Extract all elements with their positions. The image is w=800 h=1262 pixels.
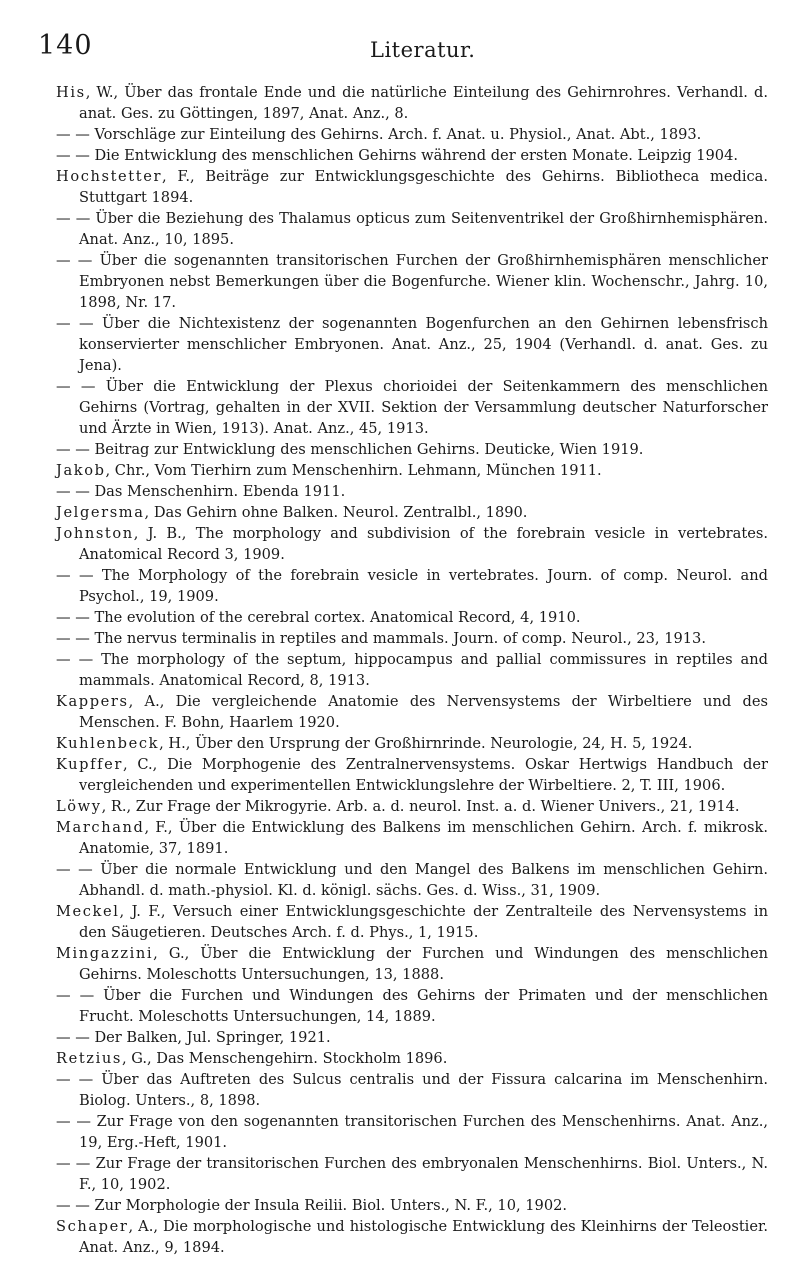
- reference-entry: [56, 124, 768, 145]
- reference-entry: [56, 1069, 768, 1111]
- reference-text: — — Über das Auftreten des Sulcus centralis und der Fissura calcarina im Menschenhirn. Biolog. Unters., 8, 1898.: [56, 1071, 768, 1109]
- reference-text: — — Das Menschenhirn. Ebenda 1911.: [56, 483, 346, 500]
- reference-entry: [56, 985, 768, 1027]
- reference-entry: [56, 859, 768, 901]
- reference-entry: [56, 628, 768, 649]
- reference-text: , G., Über die Entwicklung der Furchen und Windungen des menschlichen Gehirns. Moleschotts Untersuchungen, 13, 1888.: [79, 945, 768, 983]
- reference-entry: [56, 901, 768, 943]
- reference-text: — — The Morphology of the forebrain vesicle in vertebrates. Journ. of comp. Neurol. and Psychol., 19, 1909.: [56, 567, 768, 605]
- reference-entry: [56, 439, 768, 460]
- reference-text: — — Vorschläge zur Einteilung des Gehirns. Arch. f. Anat. u. Physiol., Anat. Abt., 1893.: [56, 126, 702, 143]
- reference-text: — — The nervus terminalis in reptiles and mammals. Journ. of comp. Neurol., 23, 1913.: [56, 630, 706, 647]
- reference-author: Johnston: [56, 525, 134, 542]
- bibliography-list: [56, 82, 768, 1258]
- reference-entry: [56, 733, 768, 754]
- reference-text: — — Die Entwicklung des menschlichen Gehirns während der ersten Monate. Leipzig 1904.: [56, 147, 739, 164]
- reference-entry: [56, 481, 768, 502]
- reference-entry: [56, 1048, 768, 1069]
- reference-author: Hochstetter: [56, 168, 163, 185]
- page-number: 140: [38, 30, 93, 61]
- reference-entry: [56, 460, 768, 481]
- reference-text: , F., Über die Entwicklung des Balkens im menschlichen Gehirn. Arch. f. mikrosk. Anatomie, 37, 1891.: [79, 819, 768, 857]
- reference-text: — — The morphology of the septum, hippocampus and pallial commissures in reptiles and mammals. Anatomical Record, 8, 1913.: [56, 651, 768, 689]
- reference-text: — — Zur Frage von den sogenannten transitorischen Furchen des Menschenhirns. Anat. Anz., 19, Erg.-Heft, 1901.: [56, 1113, 768, 1151]
- running-head: Literatur.: [370, 38, 476, 62]
- reference-entry: [56, 1153, 768, 1195]
- reference-text: , J. F., Versuch einer Entwicklungsgeschichte der Zentralteile des Nervensystems in den Säugetieren. Deutsches Arch. f. d. Phys., 1, 1915.: [79, 903, 768, 941]
- reference-author: Kappers: [56, 693, 129, 710]
- reference-text: — — Über die Furchen und Windungen des Gehirns der Primaten und der menschlichen Frucht. Moleschotts Untersuchungen, 14, 1889.: [56, 987, 768, 1025]
- reference-text: , A., Die morphologische und histologische Entwicklung des Kleinhirns der Teleostier. Anat. Anz., 9, 1894.: [79, 1218, 768, 1256]
- reference-entry: [56, 943, 768, 985]
- reference-entry: [56, 607, 768, 628]
- reference-text: — — Zur Frage der transitorischen Furchen des embryonalen Menschenhirns. Biol. Unters., N. F., 10, 1902.: [56, 1155, 768, 1193]
- reference-entry: [56, 649, 768, 691]
- reference-author: Schaper: [56, 1218, 129, 1235]
- reference-entry: [56, 250, 768, 313]
- reference-text: , Chr., Vom Tierhirn zum Menschenhirn. Lehmann, München 1911.: [105, 462, 602, 479]
- reference-entry: [56, 82, 768, 124]
- reference-author: Meckel: [56, 903, 120, 920]
- reference-entry: [56, 565, 768, 607]
- reference-text: , R., Zur Frage der Mikrogyrie. Arb. a. d. neurol. Inst. a. d. Wiener Univers., 21, 1914.: [101, 798, 740, 815]
- reference-author: Kuhlenbeck: [56, 735, 160, 752]
- reference-entry: [56, 208, 768, 250]
- reference-entry: [56, 523, 768, 565]
- reference-text: , Das Gehirn ohne Balken. Neurol. Zentralbl., 1890.: [144, 504, 528, 521]
- reference-text: , W., Über das frontale Ende und die natürliche Einteilung des Gehirnrohres. Verhandl. d. anat. Ges. zu Göttingen, 1897, Anat. Anz., 8.: [79, 84, 768, 122]
- reference-entry: [56, 1111, 768, 1153]
- reference-author: Kupffer: [56, 756, 123, 773]
- reference-text: — — Über die normale Entwicklung und den Mangel des Balkens im menschlichen Gehirn. Abhandl. d. math.-physiol. Kl. d. königl. sächs. Ges. d. Wiss., 31, 1909.: [56, 861, 768, 899]
- reference-text: — — Über die Nichtexistenz der sogenannten Bogenfurchen an den Gehirnen lebensfrisch konservierter menschlicher Embryonen. Anat. Anz., 25, 1904 (Verhandl. d. anat. Ges. zu Jena).: [56, 315, 768, 374]
- reference-author: Jelgersma: [56, 504, 145, 521]
- reference-text: , C., Die Morphogenie des Zentralnervensystems. Oskar Hertwigs Handbuch der vergleichenden und experimentellen Entwicklungslehre der Wirbeltiere. 2, T. III, 1906.: [79, 756, 768, 794]
- reference-entry: [56, 1027, 768, 1048]
- reference-entry: [56, 1195, 768, 1216]
- reference-entry: [56, 313, 768, 376]
- reference-text: — — Über die sogenannten transitorischen Furchen der Großhirnhemisphären menschlicher Embryonen nebst Bemerkungen über die Bogenfurche. Wiener klin. Wochenschr., Jahrg. 10, 1898, Nr. 17.: [56, 252, 768, 311]
- reference-entry: [56, 691, 768, 733]
- reference-author: Marchand: [56, 819, 145, 836]
- reference-text: , A., Die vergleichende Anatomie des Nervensystems der Wirbeltiere und des Menschen. F. Bohn, Haarlem 1920.: [79, 693, 768, 731]
- reference-entry: [56, 145, 768, 166]
- reference-author: Jakob: [56, 462, 106, 479]
- reference-text: — — Über die Beziehung des Thalamus opticus zum Seitenventrikel der Großhirnhemisphären. Anat. Anz., 10, 1895.: [56, 210, 768, 248]
- reference-entry: [56, 796, 768, 817]
- reference-entry: [56, 376, 768, 439]
- reference-entry: [56, 817, 768, 859]
- reference-author: Mingazzini: [56, 945, 154, 962]
- reference-text: — — The evolution of the cerebral cortex. Anatomical Record, 4, 1910.: [56, 609, 581, 626]
- reference-author: His: [56, 84, 86, 101]
- reference-text: , F., Beiträge zur Entwicklungsgeschichte des Gehirns. Bibliotheca medica. Stuttgart 1894.: [79, 168, 768, 206]
- reference-text: , H., Über den Ursprung der Großhirnrinde. Neurologie, 24, H. 5, 1924.: [159, 735, 693, 752]
- reference-text: , J. B., The morphology and subdivision of the forebrain vesicle in vertebrates. Anatomical Record 3, 1909.: [79, 525, 768, 563]
- reference-author: Retzius: [56, 1050, 122, 1067]
- reference-entry: [56, 754, 768, 796]
- reference-entry: [56, 166, 768, 208]
- reference-text: , G., Das Menschengehirn. Stockholm 1896.: [121, 1050, 448, 1067]
- reference-text: — — Über die Entwicklung der Plexus chorioidei der Seitenkammern des menschlichen Gehirns (Vortrag, gehalten in der XVII. Sektion der Versammlung deutscher Naturforscher und Ärzte in Wien, 1913). Anat. Anz., 45, 1913.: [56, 378, 768, 437]
- reference-entry: [56, 1216, 768, 1258]
- reference-text: — — Der Balken, Jul. Springer, 1921.: [56, 1029, 331, 1046]
- reference-entry: [56, 502, 768, 523]
- reference-text: — — Beitrag zur Entwicklung des menschlichen Gehirns. Deuticke, Wien 1919.: [56, 441, 644, 458]
- reference-text: — — Zur Morphologie der Insula Reilii. Biol. Unters., N. F., 10, 1902.: [56, 1197, 568, 1214]
- reference-author: Löwy: [56, 798, 102, 815]
